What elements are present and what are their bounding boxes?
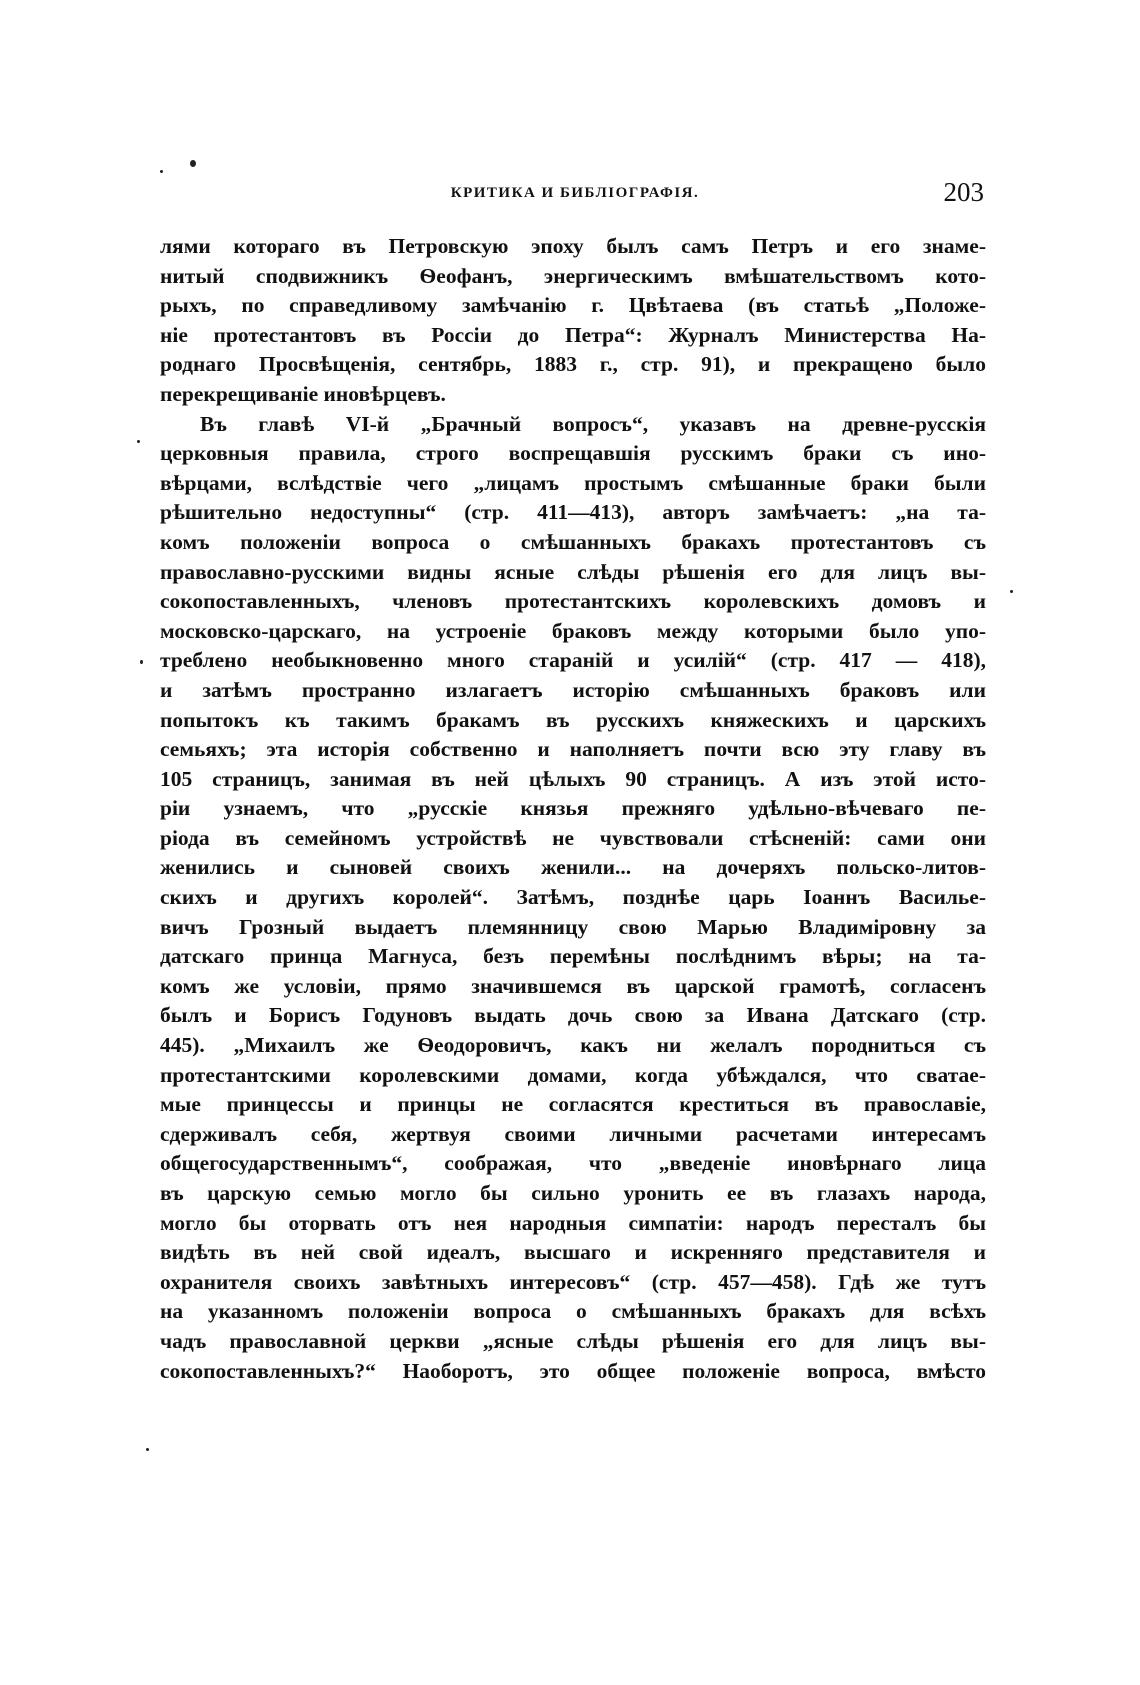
ink-speck: [146, 1448, 149, 1451]
text-line: православно-русскими видны ясные слѣды рѣшенія его для лицъ вы-: [160, 559, 986, 584]
running-head: [160, 177, 990, 215]
text-line: 445). „Михаилъ же Ѳеодоровичъ, какъ ни желалъ породниться съ: [160, 1033, 986, 1058]
page-number: 203: [943, 177, 984, 207]
ink-speck: [137, 440, 140, 443]
text-line: на указанномъ положеніи вопроса о смѣшанныхъ бракахъ для всѣхъ: [160, 1299, 986, 1324]
paragraph-first-line: Въ главѣ VI-й „Брачный вопросъ“, указавъ на древне-русскія: [200, 411, 986, 436]
text-line: въ царскую семью могло бы сильно уронить ее въ глазахъ народа,: [160, 1181, 986, 1205]
text-line: видѣть въ ней свой идеалъ, высшаго и искренняго представителя и: [160, 1240, 986, 1265]
text-line: комъ положеніи вопроса о смѣшанныхъ бракахъ протестантовъ съ: [160, 529, 986, 554]
text-line: могло бы оторвать отъ нея народныя симпатіи: народъ пересталъ бы: [160, 1210, 986, 1235]
ink-speck: [190, 160, 196, 167]
text-line: церковныя правила, строго воспрещавшія русскимъ браки съ ино-: [160, 441, 986, 466]
text-line: семьяхъ; эта исторія собственно и наполняетъ почти всю эту главу въ: [160, 737, 986, 762]
ink-speck: [1010, 590, 1013, 593]
text-line: рыхъ, по справедливому замѣчанію г. Цвѣтаева (въ статьѣ „Положе-: [160, 293, 986, 318]
text-line: скихъ и другихъ королей“. Затѣмъ, позднѣе царь Іоаннъ Василье-: [160, 885, 986, 910]
text-line: общегосударственнымъ“, соображая, что „введеніе иновѣрнаго лица: [160, 1151, 986, 1176]
ink-speck: [140, 660, 143, 664]
text-line: роднаго Просвѣщенія, сентябрь, 1883 г., стр. 91), и прекращено было: [160, 352, 986, 377]
text-line: московско-царскаго, на устроеніе браковъ между которыми было упо-: [160, 618, 986, 643]
text-line: и затѣмъ пространно излагаетъ исторію смѣшанныхъ браковъ или: [160, 677, 986, 702]
paragraph-last-line: перекрещиваніе иновѣрцевъ.: [160, 381, 446, 406]
text-line: сокопоставленныхъ?“ Наоборотъ, это общее положеніе вопроса, вмѣсто: [160, 1358, 986, 1383]
running-head-title: КРИТИКА И БИБЛIОГРАФIЯ.: [450, 185, 700, 201]
text-line: сдерживалъ себя, жертвуя своими личными расчетами интересамъ: [160, 1121, 986, 1146]
text-line: 105 страницъ, занимая въ ней цѣлыхъ 90 страницъ. А изъ этой исто-: [160, 766, 986, 791]
text-line: ріода въ семейномъ устройствѣ не чувствовали стѣсненій: сами они: [160, 825, 986, 850]
ink-speck: [160, 170, 163, 173]
text-line: мые принцессы и принцы не согласятся креститься въ православіе,: [160, 1092, 986, 1117]
text-line: охранителя своихъ завѣтныхъ интересовъ“ (стр. 457—458). Гдѣ же тутъ: [160, 1269, 986, 1294]
text-line: вѣрцами, вслѣдствіе чего „лицамъ простымъ смѣшанные браки были: [160, 470, 986, 495]
text-line: ріи узнаемъ, что „русскіе князья прежняго удѣльно-вѣчеваго пе-: [160, 796, 986, 821]
text-line: протестантскими королевскими домами, когда убѣждался, что сватае-: [160, 1062, 986, 1087]
text-line: комъ же условіи, прямо значившемся въ царской грамотѣ, согласенъ: [160, 973, 986, 998]
text-line: лями котораго въ Петровскую эпоху былъ самъ Петръ и его знаме-: [160, 234, 986, 258]
text-line: рѣшительно недоступны“ (стр. 411—413), авторъ замѣчаетъ: „на та-: [160, 500, 986, 525]
body-text: [160, 232, 986, 1386]
text-line: чадъ православной церкви „ясные слѣды рѣшенія его для лицъ вы-: [160, 1328, 986, 1353]
text-line: попытокъ къ такимъ бракамъ въ русскихъ княжескихъ и царскихъ: [160, 707, 986, 732]
text-line: вичъ Грозный выдаетъ племянницу свою Марью Владиміровну за: [160, 914, 986, 939]
text-line: треблено необыкновенно много стараній и усилій“ (стр. 417 — 418),: [160, 648, 986, 673]
text-line: датскаго принца Магнуса, безъ перемѣны послѣднимъ вѣры; на та-: [160, 944, 986, 969]
text-line: нитый сподвижникъ Ѳеофанъ, энергическимъ вмѣшательствомъ кото-: [160, 263, 986, 288]
text-line: женились и сыновей своихъ женили... на дочеряхъ польско-литов-: [160, 855, 986, 880]
text-line: ніе протестантовъ въ Россіи до Петра“: Журналъ Министерства На-: [160, 322, 986, 347]
text-line: сокопоставленныхъ, членовъ протестантскихъ королевскихъ домовъ и: [160, 589, 986, 614]
text-line: былъ и Борисъ Годуновъ выдать дочь свою за Ивана Датскаго (стр.: [160, 1003, 986, 1028]
